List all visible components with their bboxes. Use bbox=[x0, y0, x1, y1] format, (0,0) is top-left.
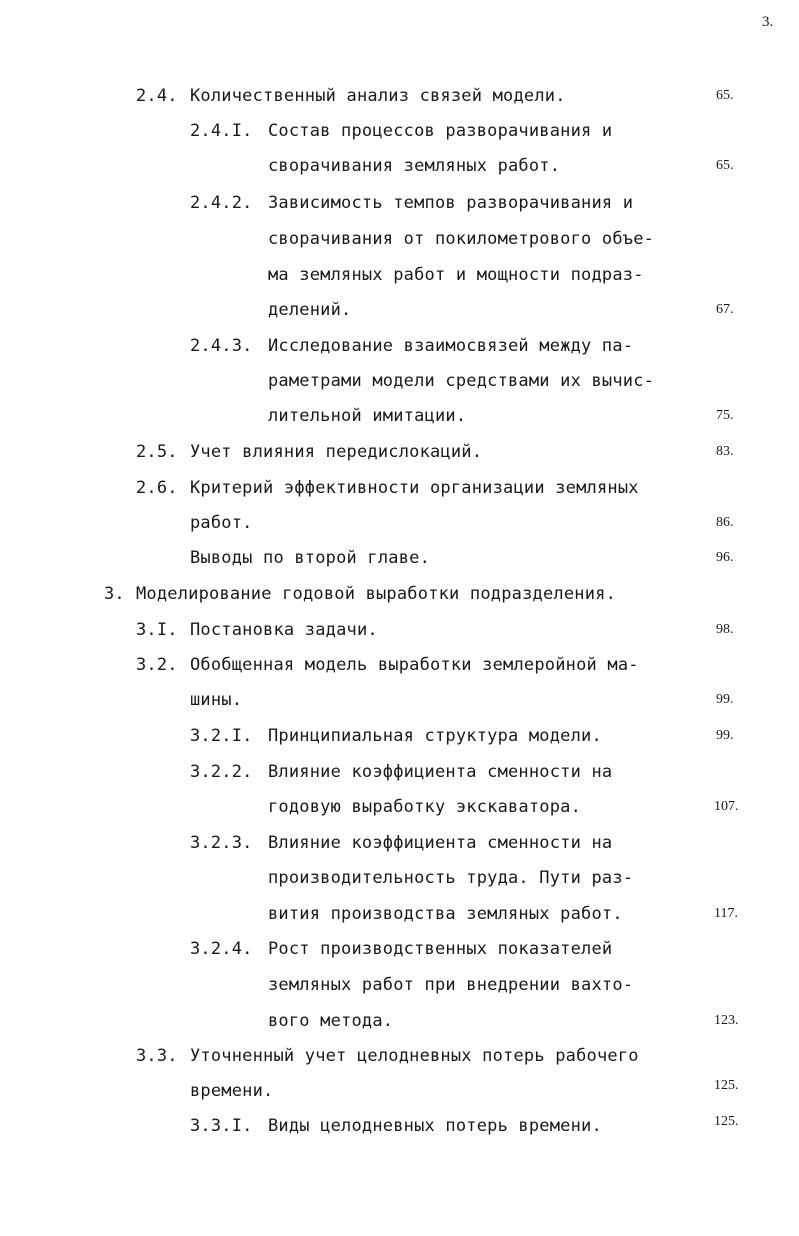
toc-entry-text: Уточненный учет целодневных потерь рабочего bbox=[190, 1046, 639, 1066]
toc-entry-number: 3.I. bbox=[136, 620, 178, 640]
toc-entry-text: делений. bbox=[268, 300, 352, 320]
toc-entry-number: 2.4.I. bbox=[190, 121, 253, 141]
toc-entry-page: 75. bbox=[716, 408, 734, 423]
toc-entry-number: 3.2. bbox=[136, 655, 178, 675]
toc-entry-text: Исследование взаимосвязей между па- bbox=[268, 336, 634, 356]
toc-entry-text: Количественный анализ связей модели. bbox=[190, 86, 566, 106]
toc-entry-text: Критерий эффективности организации земляных bbox=[190, 478, 639, 498]
toc-entry-page: 123. bbox=[714, 1013, 739, 1028]
toc-entry-text: вого метода. bbox=[268, 1011, 394, 1031]
toc-entry-page: 65. bbox=[716, 158, 734, 173]
toc-entry-text: сворачивания от покилометрового объе- bbox=[268, 229, 655, 249]
toc-entry-number: 2.4.2. bbox=[190, 193, 253, 213]
toc-entry-page: 86. bbox=[716, 515, 734, 530]
toc-entry-text: шины. bbox=[190, 690, 243, 710]
toc-entry-text: Виды целодневных потерь времени. bbox=[268, 1116, 602, 1136]
toc-chapter-number: 3. bbox=[104, 584, 125, 604]
toc-entry-page: 125. bbox=[714, 1078, 739, 1093]
toc-entry-page: 99. bbox=[716, 728, 734, 743]
toc-entry-number: 3.2.2. bbox=[190, 762, 253, 782]
toc-entry-text: лительной имитации. bbox=[268, 406, 467, 426]
toc-entry-text: Рост производственных показателей bbox=[268, 939, 613, 959]
toc-entry-number: 2.6. bbox=[136, 478, 178, 498]
toc-entry-page: 107. bbox=[714, 799, 739, 814]
toc-chapter-title: Моделирование годовой выработки подразделения. bbox=[136, 584, 617, 604]
toc-entry-page: 99. bbox=[716, 692, 734, 707]
toc-entry-page: 98. bbox=[716, 622, 734, 637]
toc-entry-text: работ. bbox=[190, 513, 253, 533]
toc-entry-page: 83. bbox=[716, 444, 734, 459]
toc-entry-number: 3.2.3. bbox=[190, 833, 253, 853]
toc-entry-page: 96. bbox=[716, 550, 734, 565]
toc-entry-text: времени. bbox=[190, 1081, 274, 1101]
toc-entry-number: 3.2.I. bbox=[190, 726, 253, 746]
toc-entry-page: 67. bbox=[716, 302, 734, 317]
toc-entry-number: 2.4.3. bbox=[190, 336, 253, 356]
toc-entry-text: Обобщенная модель выработки землеройной ма- bbox=[190, 655, 639, 675]
toc-entry-text: производительность труда. Пути раз- bbox=[268, 868, 634, 888]
toc-entry-text: годовую выработку экскаватора. bbox=[268, 797, 582, 817]
toc-entry-number: 3.2.4. bbox=[190, 939, 253, 959]
toc-entry-text: Состав процессов разворачивания и bbox=[268, 121, 613, 141]
toc-entry-text: Зависимость темпов разворачивания и bbox=[268, 193, 634, 213]
toc-entry-text: Постановка задачи. bbox=[190, 620, 378, 640]
toc-entry-text: Влияние коэффициента сменности на bbox=[268, 762, 613, 782]
toc-entry-page: 117. bbox=[714, 906, 738, 921]
toc-entry-text: Принципиальная структура модели. bbox=[268, 726, 602, 746]
toc-entry-number: 3.3.I. bbox=[190, 1116, 253, 1136]
toc-entry-text: Влияние коэффициента сменности на bbox=[268, 833, 613, 853]
toc-entry-text: вития производства земляных работ. bbox=[268, 904, 623, 924]
toc-entry-text: Учет влияния передислокаций. bbox=[190, 442, 483, 462]
toc-entry-page: 65. bbox=[716, 88, 734, 103]
toc-entry-text: ма земляных работ и мощности подраз- bbox=[268, 265, 644, 285]
toc-entry-text: раметрами модели средствами их вычис- bbox=[268, 371, 655, 391]
page-number: 3. bbox=[762, 14, 774, 30]
toc-entry-text: Выводы по второй главе. bbox=[190, 548, 431, 568]
toc-entry-page: 125. bbox=[714, 1114, 739, 1129]
toc-entry-number: 2.5. bbox=[136, 442, 178, 462]
toc-entry-number: 3.3. bbox=[136, 1046, 178, 1066]
toc-entry-number: 2.4. bbox=[136, 86, 178, 106]
toc-entry-text: сворачивания земляных работ. bbox=[268, 156, 561, 176]
toc-entry-text: земляных работ при внедрении вахто- bbox=[268, 975, 634, 995]
